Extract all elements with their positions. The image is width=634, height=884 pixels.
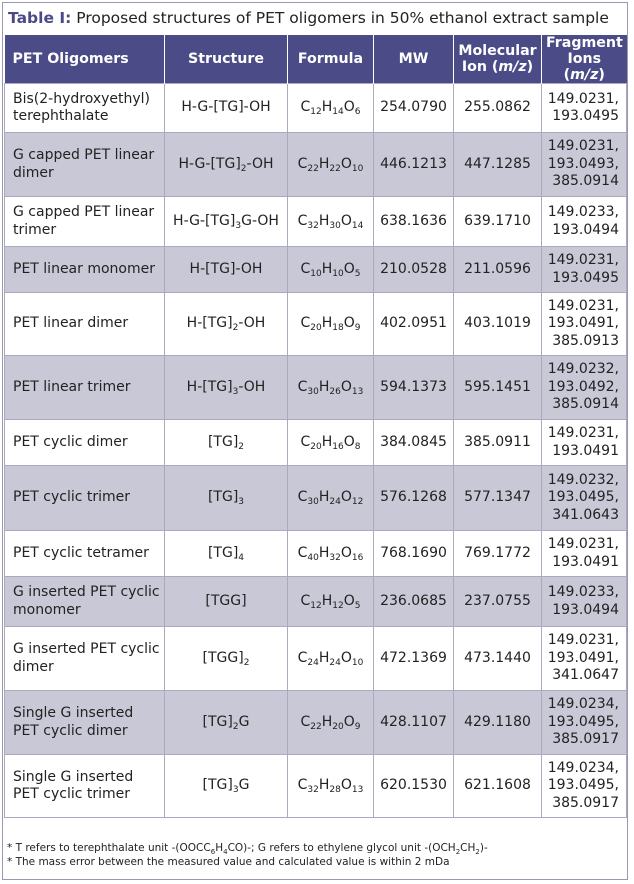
header-structure: Structure (165, 35, 288, 84)
mw-cell: 594.1373 (374, 356, 454, 420)
formula-cell: $C_{24}H_{24}O_{10}$ (288, 627, 374, 691)
formula-cell: $C_{40}H_{32}O_{16}$ (288, 531, 374, 577)
table-row (5, 627, 627, 691)
mw-cell: 768.1690 (374, 531, 454, 577)
fragment-ions-cell (542, 293, 627, 356)
mw-cell: 576.1268 (374, 466, 454, 531)
footnote-units: * T refers to terephthalate unit $-(OOCC_6H_4CO)-$; G refers to ethylene glycol unit $-(OCH_2CH_2)-$ (7, 842, 488, 856)
fragment-ion: 193.0495, (547, 777, 619, 794)
structure-cell: $[TG]_4$ (165, 531, 288, 577)
structure-cell: H-G-[TG]-OH (165, 84, 288, 133)
fragment-ion: 385.0917 (552, 794, 619, 811)
structure-cell: $[TG]_3G$ (165, 755, 288, 818)
fragment-ion: 149.0231, (547, 425, 619, 441)
fragment-ion: 149.0231, (547, 90, 619, 107)
molecular-ion-cell: 447.1285 (454, 133, 542, 197)
fragment-ion: 385.0913 (552, 332, 619, 349)
formula-cell: $C_{20}H_{16}O_8$ (288, 420, 374, 466)
fragment-ion: 149.0231, (547, 252, 619, 268)
oligomer-name: PET cyclic trimer (5, 466, 165, 531)
fragment-ion: 149.0233, (547, 204, 619, 220)
oligomer-name: G inserted PET cyclic monomer (5, 577, 165, 627)
table-row (5, 84, 627, 133)
header-formula: Formula (288, 35, 374, 84)
molecular-ion-cell: 769.1772 (454, 531, 542, 577)
fragment-ions-cell (542, 627, 627, 691)
fragment-ion: 149.0232, (547, 361, 619, 378)
mw-cell: 446.1213 (374, 133, 454, 197)
formula-cell: $C_{10}H_{10}O_5$ (288, 247, 374, 293)
fragment-ion: 193.0492, (547, 378, 619, 395)
fragment-ion: 193.0491, (547, 649, 619, 666)
header-molecular-ion: Molecular Ion (m/z) (454, 35, 542, 84)
formula-cell: $C_{32}H_{28}O_{13}$ (288, 755, 374, 818)
structure-cell: $H-G-[TG]_3G-OH$ (165, 197, 288, 247)
header-mw: MW (374, 35, 454, 84)
fragment-ion: 149.0233, (547, 584, 619, 600)
fragment-ion: 149.0234, (547, 696, 619, 713)
table-row (5, 691, 627, 755)
structure-cell: [TGG] (165, 577, 288, 627)
mw-cell: 472.1369 (374, 627, 454, 691)
oligomer-name: PET cyclic tetramer (5, 531, 165, 577)
fragment-ion: 149.0231, (547, 632, 619, 649)
table-row (5, 577, 627, 627)
formula-cell: $C_{32}H_{30}O_{14}$ (288, 197, 374, 247)
fragment-ion: 341.0643 (552, 506, 619, 523)
molecular-ion-cell: 595.1451 (454, 356, 542, 420)
structure-cell: $[TGG]_2$ (165, 627, 288, 691)
molecular-ion-cell: 403.1019 (454, 293, 542, 356)
structure-cell: $[TG]_3$ (165, 466, 288, 531)
fragment-ions-cell (542, 466, 627, 531)
table-row (5, 247, 627, 293)
structure-cell: $H-[TG]_2-OH$ (165, 293, 288, 356)
header-oligomers: PET Oligomers (5, 35, 165, 84)
fragment-ion: 193.0495, (547, 713, 619, 730)
footnotes (7, 841, 488, 869)
fragment-ion: 341.0647 (552, 667, 619, 684)
fragment-ions-cell (542, 531, 627, 577)
header-row (5, 35, 627, 84)
fragment-ions-cell (542, 197, 627, 247)
mw-cell: 210.0528 (374, 247, 454, 293)
molecular-ion-cell: 473.1440 (454, 627, 542, 691)
molecular-ion-cell: 577.1347 (454, 466, 542, 531)
table-caption (8, 9, 609, 27)
fragment-ion: 193.0495 (552, 269, 619, 286)
oligomer-name: G capped PET linear trimer (5, 197, 165, 247)
fragment-ion: 149.0231, (547, 297, 619, 314)
fragment-ion: 193.0494 (552, 221, 619, 238)
molecular-ion-cell: 621.1608 (454, 755, 542, 818)
structure-cell: $[TG]_2$ (165, 420, 288, 466)
fragment-ion: 385.0917 (552, 731, 619, 748)
oligomer-name: PET linear trimer (5, 356, 165, 420)
table-row (5, 356, 627, 420)
oligomer-name: G capped PET linear dimer (5, 133, 165, 197)
formula-cell: $C_{20}H_{18}O_9$ (288, 293, 374, 356)
oligomer-name: PET linear monomer (5, 247, 165, 293)
oligomer-name: PET cyclic dimer (5, 420, 165, 466)
fragment-ion: 149.0232, (547, 471, 619, 488)
table-row (5, 755, 627, 818)
fragment-ions-cell (542, 755, 627, 818)
fragment-ion: 193.0495, (547, 489, 619, 506)
molecular-ion-cell: 255.0862 (454, 84, 542, 133)
structure-cell: $H-[TG]_3-OH$ (165, 356, 288, 420)
molecular-ion-cell: 429.1180 (454, 691, 542, 755)
oligomer-name: G inserted PET cyclic dimer (5, 627, 165, 691)
fragment-ion: 149.0231, (547, 138, 619, 155)
fragment-ion: 149.0231, (547, 536, 619, 552)
fragment-ion: 385.0914 (552, 396, 619, 413)
fragment-ion: 385.0914 (552, 173, 619, 190)
mw-cell: 402.0951 (374, 293, 454, 356)
formula-cell: $C_{30}H_{26}O_{13}$ (288, 356, 374, 420)
fragment-ions-cell (542, 84, 627, 133)
fragment-ion: 193.0495 (552, 108, 619, 124)
table-row (5, 420, 627, 466)
molecular-ion-cell: 237.0755 (454, 577, 542, 627)
table-row (5, 197, 627, 247)
fragment-ions-cell (542, 577, 627, 627)
header-fragment-ions: Fragment Ions (m/z) (542, 35, 627, 84)
oligomer-table (4, 35, 627, 818)
formula-cell: $C_{12}H_{12}O_5$ (288, 577, 374, 627)
fragment-ion: 149.0234, (547, 759, 619, 776)
mw-cell: 254.0790 (374, 84, 454, 133)
oligomer-name: Single G inserted PET cyclic trimer (5, 755, 165, 818)
table-label: Table I: (8, 9, 72, 27)
mw-cell: 428.1107 (374, 691, 454, 755)
oligomer-name: Bis(2-hydroxyethyl) terephthalate (5, 84, 165, 133)
oligomer-name: PET linear dimer (5, 293, 165, 356)
fragment-ions-cell (542, 420, 627, 466)
oligomer-name: Single G inserted PET cyclic dimer (5, 691, 165, 755)
fragment-ion: 193.0493, (547, 155, 619, 172)
table-row (5, 133, 627, 197)
fragment-ion: 193.0491, (547, 315, 619, 332)
mw-cell: 638.1636 (374, 197, 454, 247)
molecular-ion-cell: 639.1710 (454, 197, 542, 247)
formula-cell: $C_{22}H_{22}O_{10}$ (288, 133, 374, 197)
formula-cell: $C_{12}H_{14}O_6$ (288, 84, 374, 133)
fragment-ions-cell (542, 691, 627, 755)
mw-cell: 236.0685 (374, 577, 454, 627)
molecular-ion-cell: 385.0911 (454, 420, 542, 466)
mw-cell: 620.1530 (374, 755, 454, 818)
fragment-ions-cell (542, 133, 627, 197)
table-title: Proposed structures of PET oligomers in 50% ethanol extract sample (71, 9, 609, 27)
table-row (5, 466, 627, 531)
table-row (5, 293, 627, 356)
structure-cell: $H-G-[TG]_2-OH$ (165, 133, 288, 197)
fragment-ion: 193.0491 (552, 442, 619, 459)
mw-cell: 384.0845 (374, 420, 454, 466)
table-row (5, 531, 627, 577)
fragment-ions-cell (542, 356, 627, 420)
fragment-ions-cell (542, 247, 627, 293)
formula-cell: $C_{22}H_{20}O_9$ (288, 691, 374, 755)
footnote-mass-error: * The mass error between the measured value and calculated value is within 2 mDa (7, 856, 450, 868)
structure-cell: H-[TG]-OH (165, 247, 288, 293)
formula-cell: $C_{30}H_{24}O_{12}$ (288, 466, 374, 531)
fragment-ion: 193.0491 (552, 553, 619, 570)
molecular-ion-cell: 211.0596 (454, 247, 542, 293)
fragment-ion: 193.0494 (552, 601, 619, 618)
structure-cell: $[TG]_2G$ (165, 691, 288, 755)
